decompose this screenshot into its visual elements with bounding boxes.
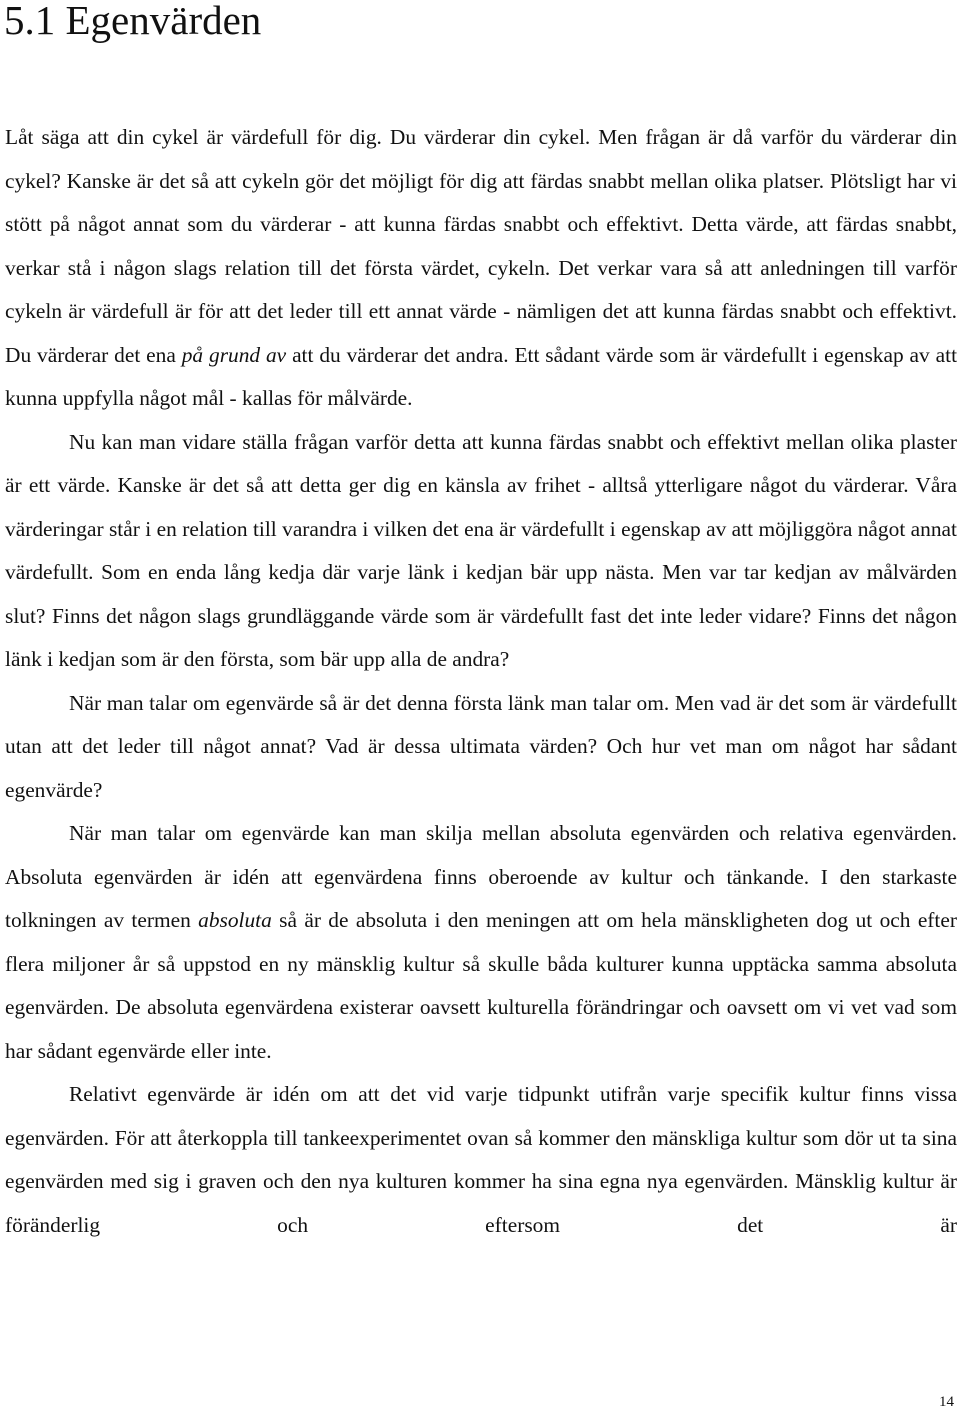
paragraph-text: så är de absoluta i den meningen att om hela mänskligheten dog ut och efter flera miljoner år så uppstod en ny mänsklig kultur så skulle båda kulturer kunna upptäcka samma absoluta egenvärden. De absoluta egenvärdena existerar oavsett kulturella förändringar och oavsett om vi vet vad som har sådant egenvärde eller inte. (5, 908, 957, 1063)
paragraph-relativt-egenvarde: Relativt egenvärde är idén om att det vid varje tidpunkt utifrån varje specifik kultur finns vissa egenvärden. För att återkoppla till tankeexperimentet ovan så kommer den mänskliga kultur som dör ut ta sina egenvärden med sig i graven och den nya kulturen kommer ha sina egna nya egenvärden. Mänsklig kultur är föränderlig och eftersom det är (5, 1082, 957, 1237)
paragraph-cykel (5, 116, 957, 421)
emphasis-text: på grund av (181, 342, 287, 367)
body-text (5, 116, 957, 1247)
emphasis-text: absoluta (198, 908, 272, 932)
paragraph-absoluta-egenvarden (5, 812, 957, 1073)
section-heading: 5.1 Egenvärden (4, 0, 262, 43)
paragraph-kedja: Nu kan man vidare ställa frågan varför detta att kunna färdas snabbt och effektivt mellan olika plaster är ett värde. Kanske är det så att detta ger dig en känsla av frihet - alltså ytterligare något du värderar. Våra värderingar står i en relation till varandra i vilken det ena är värdefullt i egenskap av att möjliggöra något annat värdefullt. Som en enda lång kedja där varje länk i kedjan bär upp nästa. Men var tar kedjan av målvärden slut? Finns det någon slags grundläggande värde som är värdefullt fast det inte leder vidare? Finns det någon länk i kedjan som är den första, som bär upp alla de andra? (5, 429, 957, 671)
paragraph-text: När man talar om egenvärde kan man skilja mellan absoluta egenvärden och relativa egenvärden. Absoluta egenvärden är idén att egenvärdena finns oberoende av kultur och tänkande. I den starkaste tolkningen av termen (5, 821, 957, 932)
paragraph-text: Låt säga att din cykel är värdefull för dig. Du värderar din cykel. Men frågan är då varför du värderar din cykel? Kanske är det så att cykeln gör det möjligt för dig att färdas snabbt mellan olika platser. Plötsligt har vi stött på något annat som du värderar - att kunna färdas snabbt och effektivt. Detta värde, att färdas snabbt, verkar stå i någon slags relation till det första värdet, cykeln. Det verkar vara så att anledningen till varför cykeln är värdefull är för att det leder till ett annat värde - nämligen det att kunna färdas snabbt och effektivt. Du värderar det ena (5, 125, 957, 367)
paragraph-forsta-lank: När man talar om egenvärde så är det denna första länk man talar om. Men vad är det som är värdefullt utan att det leder till något annat? Vad är dessa ultimata värden? Och hur vet man om något har sådant egenvärde? (5, 690, 957, 802)
paragraph-text: att du värderar det andra. Ett sådant värde som är värdefullt i egenskap av att kunna uppfylla något mål - kallas för målvärde. (5, 342, 958, 410)
page-number: 14 (939, 1394, 954, 1410)
